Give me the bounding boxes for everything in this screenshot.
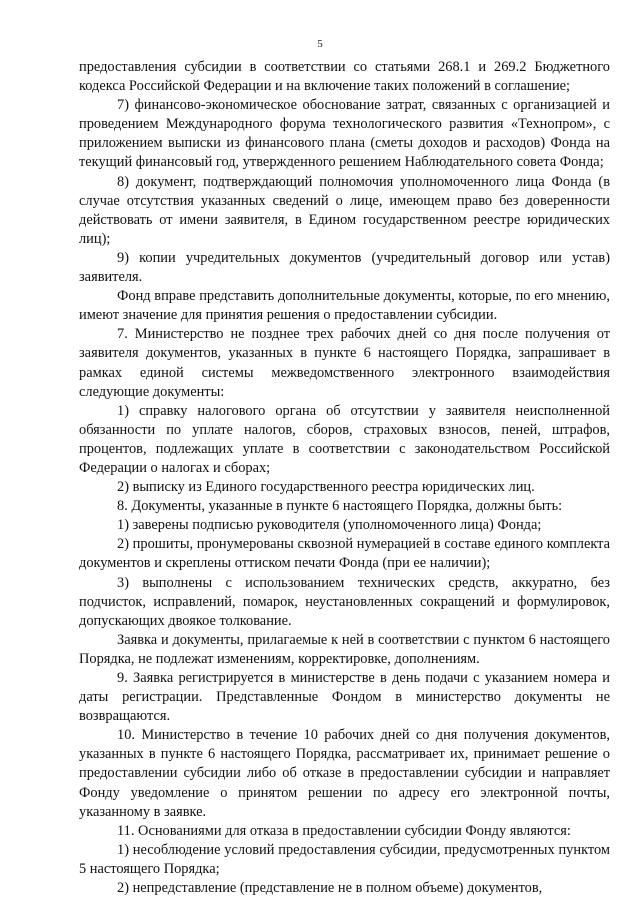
paragraph-no-changes: Заявка и документы, прилагаемые к ней в соответствии с пунктом 6 настоящего Порядка, не подлежат изменениям, корректировке, дополнениям.	[79, 631, 610, 667]
clause-8-item-3: 3) выполнены с использованием технических средств, аккуратно, без подчисток, исправлений, помарок, неустановленных сокращений и формулировок, допускающих двоякое толкование.	[79, 574, 610, 629]
page-number: 5	[317, 38, 323, 50]
list-item-9: 9) копии учредительных документов (учредительный договор или устав) заявителя.	[79, 249, 610, 286]
clause-11: 11. Основаниями для отказа в предоставлении субсидии Фонду являются:	[117, 822, 571, 839]
clause-7-item-2: 2) выписку из Единого государственного реестра юридических лиц.	[117, 479, 535, 496]
clause-8-item-1: 1) заверены подписью руководителя (уполномоченного лица) Фонда;	[117, 517, 542, 534]
clause-8: 8. Документы, указанные в пункте 6 настоящего Порядка, должны быть:	[117, 498, 563, 515]
list-item-8: 8) документ, подтверждающий полномочия уполномоченного лица Фонда (в случае отсутствия указанных сведений о лице, имеющем право без доверенности действовать от имени заявителя, в Едином государственном реестре юридических лиц);	[79, 173, 610, 247]
list-item-7: 7) финансово-экономическое обоснование затрат, связанных с организацией и проведением Международного форума технологического развития «Технопром», с приложением выписки из финансового плана (сметы доходов и расходов) Фонда на текущий финансовый год, утвержденного решением Наблюдательного совета Фонда;	[79, 97, 610, 171]
clause-11-item-2: 2) непредставление (представление не в полном объеме) документов,	[117, 880, 543, 897]
clause-7: 7. Министерство не позднее трех рабочих дней со дня после получения от заявителя документов, указанных в пункте 6 настоящего Порядка, запрашивает в рамках единой системы межведомственного электронного взаимодействия следующие документы:	[79, 326, 610, 400]
clause-10: 10. Министерство в течение 10 рабочих дней со дня получения документов, указанных в пункте 6 настоящего Порядка, рассматривает их, принимает решение о предоставлении субсидии либо об отказе в предоставлении субсидии и направляет Фонду уведомление о принятом решении по адресу его электронной почты, указанному в заявке.	[79, 727, 610, 820]
paragraph-continuation: предоставления субсидии в соответствии со статьями 268.1 и 269.2 Бюджетного кодекса Российской Федерации и на включение таких положений в соглашение;	[79, 59, 610, 95]
clause-8-item-2: 2) прошиты, пронумерованы сквозной нумерацией в составе единого комплекта документов и скреплены оттиском печати Фонда (при ее наличии);	[79, 536, 610, 572]
clause-9: 9. Заявка регистрируется в министерстве в день подачи с указанием номера и даты регистрации. Представленные Фондом в министерство документы не возвращаются.	[79, 670, 610, 725]
document-body	[79, 58, 610, 898]
clause-11-item-1: 1) несоблюдение условий предоставления субсидии, предусмотренных пунктом 5 настоящего Порядка;	[79, 841, 610, 877]
paragraph-additional-documents: Фонд вправе представить дополнительные документы, которые, по его мнению, имеют значение для принятия решения о предоставлении субсидии.	[79, 288, 610, 324]
clause-7-item-1: 1) справку налогового органа об отсутствии у заявителя неисполненной обязанности по уплате налогов, сборов, страховых взносов, пеней, штрафов, процентов, подлежащих уплате в соответствии с законодательством Российской Федерации о налогах и сборах;	[79, 402, 610, 476]
